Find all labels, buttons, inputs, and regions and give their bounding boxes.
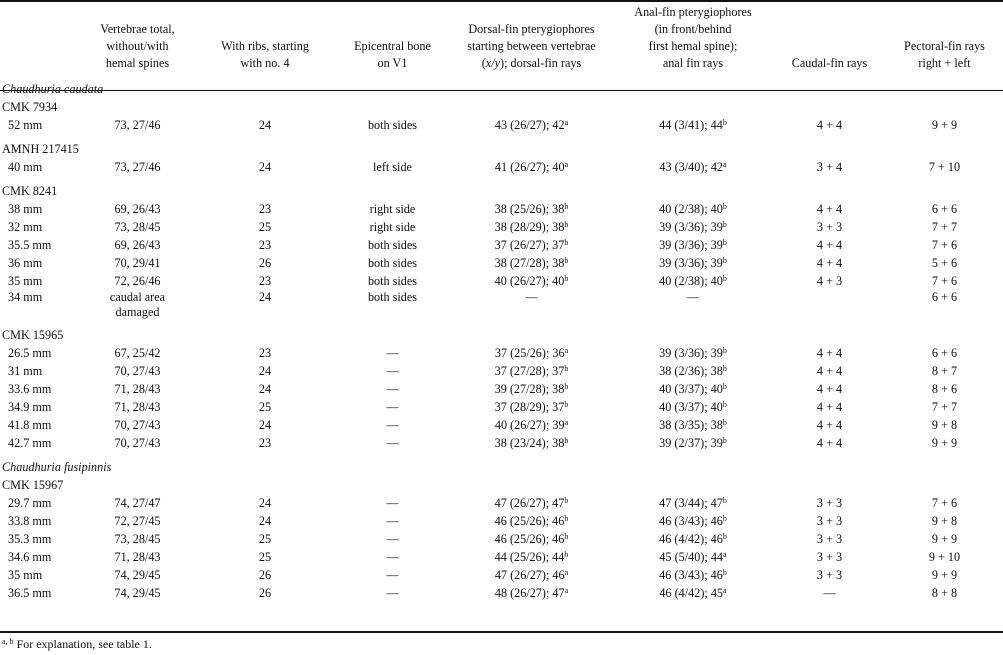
caudal-cell: 3 + 3 <box>816 568 843 582</box>
table-row <box>0 548 1003 566</box>
ribs-cell: 26 <box>258 568 272 582</box>
size-cell: 31 mm <box>8 364 43 378</box>
dorsal-footnote-mark: a <box>564 346 569 355</box>
dorsal-cell: 47 (26/27); 46$^a$ <box>494 568 569 582</box>
table-row <box>0 236 1003 254</box>
pectoral-cell: 6 + 6 <box>931 346 958 360</box>
footnote <box>2 637 152 652</box>
epicentral-cell: — <box>386 532 399 546</box>
ribs-cell: 24 <box>258 364 272 378</box>
vertebrae-cell: 74, 27/47 <box>114 496 161 510</box>
anal-cell: 39 (3/36); 39$^b$ <box>659 238 727 252</box>
pectoral-cell: 9 + 8 <box>931 514 958 528</box>
pectoral-cell: 7 + 6 <box>931 496 958 510</box>
caudal-cell: — <box>823 586 836 600</box>
anal-footnote-mark: b <box>722 514 727 523</box>
pectoral-cell: 5 + 6 <box>931 256 958 270</box>
header-ribs: With ribs, starting with no. 4 <box>221 39 309 70</box>
size-cell: 33.6 mm <box>8 382 52 396</box>
specimen-row <box>0 476 1003 494</box>
species-name: Chaudhuria fusipinnis <box>2 460 112 474</box>
dorsal-cell: 44 (25/26); 44$^b$ <box>494 550 569 564</box>
pectoral-cell: 9 + 9 <box>931 532 958 546</box>
pectoral-cell: 7 + 6 <box>931 238 958 252</box>
dorsal-cell: 48 (26/27); 47$^a$ <box>494 586 569 600</box>
ribs-cell: 24 <box>258 160 272 174</box>
anal-footnote-mark: b <box>722 496 727 505</box>
ribs-cell: 26 <box>258 256 272 270</box>
header-epicentral: Epicentral bone on V1 <box>354 39 431 70</box>
anal-cell: 40 (2/38); 40$^b$ <box>659 274 727 288</box>
dorsal-cell: 40 (26/27); 39$^a$ <box>494 418 569 432</box>
epicentral-cell: — <box>386 550 399 564</box>
header-row <box>0 0 1003 80</box>
dorsal-cell: 38 (28/29); 38$^b$ <box>494 220 569 234</box>
size-cell: 36 mm <box>8 256 43 270</box>
size-cell: 33.8 mm <box>8 514 52 528</box>
table-row <box>0 380 1003 398</box>
size-cell: 42.7 mm <box>8 436 52 450</box>
pectoral-cell: 8 + 8 <box>931 586 958 600</box>
species-name: Chaudhuria caudata <box>2 82 104 96</box>
vertebrae-cell: 70, 27/43 <box>114 364 161 378</box>
anal-footnote-mark: b <box>722 364 727 373</box>
specimen-row <box>0 140 1003 158</box>
anal-footnote-mark: b <box>722 274 727 283</box>
epicentral-cell: — <box>386 400 399 414</box>
table-row <box>0 116 1003 134</box>
size-cell: 36.5 mm <box>8 586 52 600</box>
dorsal-footnote-mark: b <box>564 436 569 445</box>
anal-footnote-mark: b <box>722 568 727 577</box>
dorsal-cell: 37 (26/27); 37$^b$ <box>494 238 569 252</box>
dorsal-footnote-mark: b <box>564 400 569 409</box>
ribs-cell: 23 <box>258 436 272 450</box>
specimen-id: AMNH 217415 <box>2 142 79 156</box>
pectoral-cell: 9 + 8 <box>931 418 958 432</box>
ribs-cell: 24 <box>258 418 272 432</box>
anal-cell: 39 (2/37); 39$^b$ <box>659 436 727 450</box>
anal-footnote-mark: b <box>722 400 727 409</box>
vertebrae-cell: 69, 26/43 <box>114 202 161 216</box>
vertebrae-cell: 70, 27/43 <box>114 418 161 432</box>
ribs-cell: 24 <box>258 118 272 132</box>
dorsal-cell: 37 (28/29); 37$^b$ <box>494 400 569 414</box>
size-cell: 35 mm <box>8 274 43 288</box>
vertebrae-cell: 71, 28/43 <box>114 382 161 396</box>
epicentral-cell: — <box>386 568 399 582</box>
anal-footnote-mark: b <box>722 220 727 229</box>
vertebrae-cell: 74, 29/45 <box>114 568 161 582</box>
epicentral-cell: both sides <box>367 238 418 252</box>
anal-footnote-mark: a <box>723 586 727 595</box>
caudal-cell: 4 + 4 <box>816 382 843 396</box>
size-cell: 34.9 mm <box>8 400 52 414</box>
caudal-cell: 4 + 4 <box>816 364 843 378</box>
dorsal-cell: — <box>525 290 538 304</box>
pectoral-cell: 8 + 6 <box>931 382 958 396</box>
ribs-cell: 23 <box>258 202 272 216</box>
caudal-cell: 4 + 4 <box>816 118 843 132</box>
anal-footnote-mark: b <box>722 532 727 541</box>
table-row <box>0 272 1003 290</box>
anal-footnote-mark: b <box>722 118 727 127</box>
caudal-cell: 4 + 4 <box>816 238 843 252</box>
epicentral-cell: right side <box>369 220 416 234</box>
caudal-cell: 3 + 3 <box>816 496 843 510</box>
dorsal-footnote-mark: b <box>564 364 569 373</box>
anal-cell: 40 (3/37); 40$^b$ <box>659 382 727 396</box>
vertebrae-note: damaged <box>115 305 160 319</box>
caudal-cell: 4 + 4 <box>816 400 843 414</box>
size-cell: 40 mm <box>8 160 43 174</box>
size-cell: 38 mm <box>8 202 43 216</box>
pectoral-cell: 7 + 7 <box>931 220 958 234</box>
table-body <box>0 80 1003 602</box>
header-vertebrae: Vertebrae total, without/with hemal spines <box>100 22 175 70</box>
vertebrae-cell: 70, 27/43 <box>114 436 161 450</box>
anal-cell: 46 (3/43); 46$^b$ <box>659 568 727 582</box>
pectoral-cell: 6 + 6 <box>931 202 958 216</box>
vertebrae-cell: 73, 28/45 <box>114 532 161 546</box>
caudal-cell: 3 + 3 <box>816 532 843 546</box>
pectoral-cell: 8 + 7 <box>931 364 958 378</box>
ribs-cell: 23 <box>258 238 272 252</box>
anal-cell: 45 (5/40); 44$^a$ <box>659 550 727 564</box>
ribs-cell: 25 <box>258 400 272 414</box>
header-pectoral: Pectoral-fin rays right + left <box>904 39 985 70</box>
ribs-cell: 24 <box>258 382 272 396</box>
dorsal-footnote-mark: b <box>564 532 569 541</box>
epicentral-cell: — <box>386 514 399 528</box>
caudal-cell: 3 + 3 <box>816 220 843 234</box>
dorsal-footnote-mark: b <box>564 220 569 229</box>
epicentral-cell: — <box>386 418 399 432</box>
table-row <box>0 530 1003 548</box>
specimen-id: CMK 15967 <box>2 478 64 492</box>
epicentral-cell: — <box>386 346 399 360</box>
epicentral-cell: both sides <box>367 290 418 304</box>
anal-cell: 39 (3/36); 39$^b$ <box>659 256 727 270</box>
vertebrae-cell: 71, 28/43 <box>114 400 161 414</box>
anal-cell: 38 (2/36); 38$^b$ <box>659 364 727 378</box>
pectoral-cell: 7 + 10 <box>928 160 961 174</box>
anal-cell: 38 (3/35); 38$^b$ <box>659 418 727 432</box>
dorsal-footnote-mark: a <box>564 586 569 595</box>
pectoral-cell: 9 + 10 <box>928 550 961 564</box>
dorsal-footnote-mark: b <box>564 238 569 247</box>
dorsal-footnote-mark: b <box>564 202 569 211</box>
dorsal-cell: 43 (26/27); 42$^a$ <box>494 118 569 132</box>
dorsal-footnote-mark: b <box>564 256 569 265</box>
vertebrae-cell: 73, 28/45 <box>114 220 161 234</box>
ribs-cell: 24 <box>258 496 272 510</box>
vertebrae-cell: 72, 27/45 <box>114 514 161 528</box>
table-row <box>0 362 1003 380</box>
anal-footnote-mark: b <box>722 382 727 391</box>
anal-cell: 47 (3/44); 47$^b$ <box>659 496 727 510</box>
table-row <box>0 290 1003 320</box>
header-caudal: Caudal-fin rays <box>791 56 868 70</box>
epicentral-cell: both sides <box>367 274 418 288</box>
table-row <box>0 566 1003 584</box>
species-row <box>0 458 1003 476</box>
table-row <box>0 434 1003 452</box>
anal-footnote-mark: b <box>722 418 727 427</box>
epicentral-cell: — <box>386 436 399 450</box>
anal-footnote-mark: b <box>722 436 727 445</box>
anal-cell: 46 (4/42); 46$^b$ <box>659 532 727 546</box>
anal-cell: 46 (4/42); 45$^a$ <box>659 586 727 600</box>
anal-footnote-mark: b <box>722 238 727 247</box>
specimen-row <box>0 326 1003 344</box>
size-cell: 52 mm <box>8 118 43 132</box>
anal-footnote-mark: a <box>723 160 727 169</box>
dorsal-footnote-mark: a <box>564 418 569 427</box>
caudal-cell: 3 + 3 <box>816 550 843 564</box>
header-blank <box>0 0 80 80</box>
caudal-cell: 4 + 4 <box>816 202 843 216</box>
table-row <box>0 254 1003 272</box>
epicentral-cell: — <box>386 382 399 396</box>
dorsal-cell: 40 (26/27); 40$^b$ <box>494 274 569 288</box>
table-row <box>0 344 1003 362</box>
anal-cell: 40 (3/37); 40$^b$ <box>659 400 727 414</box>
anal-cell: — <box>686 290 700 304</box>
dorsal-cell: 47 (26/27); 47$^b$ <box>494 496 569 510</box>
epicentral-cell: both sides <box>367 256 418 270</box>
vertebrae-cell: 69, 26/43 <box>114 238 161 252</box>
pectoral-cell: 9 + 9 <box>931 568 958 582</box>
dorsal-footnote-mark: a <box>564 160 569 169</box>
dorsal-cell: 39 (27/28); 38$^b$ <box>494 382 569 396</box>
ribs-cell: 23 <box>258 274 272 288</box>
size-cell: 26.5 mm <box>8 346 52 360</box>
dorsal-footnote-mark: b <box>564 514 569 523</box>
specimen-id: CMK 15965 <box>2 328 64 342</box>
vertebrae-cell: 73, 27/46 <box>114 118 161 132</box>
anal-cell: 39 (3/36); 39$^b$ <box>659 346 727 360</box>
pectoral-cell: 9 + 9 <box>931 436 958 450</box>
table-row <box>0 416 1003 434</box>
pectoral-cell: 7 + 7 <box>931 400 958 414</box>
vertebrae-cell: 73, 27/46 <box>114 160 161 174</box>
anal-footnote-mark: a <box>723 550 727 559</box>
vertebrae-cell: 71, 28/43 <box>114 550 161 564</box>
ribs-cell: 24 <box>258 514 272 528</box>
species-row <box>0 80 1003 98</box>
table-row <box>0 512 1003 530</box>
vertebrae-cell: 74, 29/45 <box>114 586 161 600</box>
table-row <box>0 218 1003 236</box>
size-cell: 35 mm <box>8 568 43 582</box>
dorsal-cell: 37 (25/26); 36$^a$ <box>494 346 569 360</box>
epicentral-cell: right side <box>369 202 416 216</box>
caudal-cell: 4 + 4 <box>816 256 843 270</box>
anal-cell: 43 (3/40); 42$^a$ <box>659 160 727 174</box>
dorsal-cell: 38 (27/28); 38$^b$ <box>494 256 569 270</box>
size-cell: 29.7 mm <box>8 496 52 510</box>
caudal-cell: 4 + 4 <box>816 418 843 432</box>
ribs-cell: 25 <box>258 550 272 564</box>
dorsal-cell: 46 (25/26); 46$^b$ <box>494 532 569 546</box>
size-cell: 32 mm <box>8 220 43 234</box>
header-dorsal: Dorsal-fin pterygiophores starting between vertebrae (x/y); dorsal-fin rays <box>467 22 596 70</box>
dorsal-cell: 46 (25/26); 46$^b$ <box>494 514 569 528</box>
table-row <box>0 494 1003 512</box>
bottom-rule <box>0 631 1003 633</box>
anal-cell: 46 (3/43); 46$^b$ <box>659 514 727 528</box>
ribs-cell: 25 <box>258 220 272 234</box>
size-cell: 34.6 mm <box>8 550 52 564</box>
anal-footnote-mark: b <box>722 346 727 355</box>
epicentral-cell: — <box>386 496 399 510</box>
size-cell: 35.5 mm <box>8 238 52 252</box>
caudal-cell: 3 + 3 <box>816 514 843 528</box>
epicentral-cell: — <box>386 586 399 600</box>
caudal-cell: 4 + 3 <box>816 274 843 288</box>
pectoral-cell: 9 + 9 <box>931 118 958 132</box>
specimen-id: CMK 7934 <box>2 100 58 114</box>
pectoral-cell: 6 + 6 <box>931 290 958 304</box>
dorsal-cell: 41 (26/27); 40$^a$ <box>494 160 569 174</box>
dorsal-cell: 38 (23/24); 38$^b$ <box>494 436 569 450</box>
ribs-cell: 24 <box>258 290 272 304</box>
dorsal-cell: 37 (27/28); 37$^b$ <box>494 364 569 378</box>
size-cell: 34 mm <box>8 290 43 304</box>
table-row <box>0 584 1003 602</box>
dorsal-footnote-mark: b <box>564 550 569 559</box>
dorsal-footnote-mark: b <box>564 274 569 283</box>
ribs-cell: 25 <box>258 532 272 546</box>
dorsal-cell: 38 (25/26); 38$^b$ <box>494 202 569 216</box>
caudal-cell: 4 + 4 <box>816 436 843 450</box>
table-row <box>0 398 1003 416</box>
header-anal: Anal-fin pterygiophores (in front/behind first hemal spine); anal fin rays <box>634 5 752 70</box>
anal-footnote-mark: b <box>722 202 727 211</box>
vertebrae-cell: 72, 26/46 <box>114 274 161 288</box>
epicentral-cell: both sides <box>367 118 418 132</box>
dorsal-footnote-mark: b <box>564 496 569 505</box>
size-cell: 41.8 mm <box>8 418 52 432</box>
caudal-cell <box>773 290 886 320</box>
dorsal-footnote-mark: b <box>564 382 569 391</box>
specimen-id: CMK 8241 <box>2 184 58 198</box>
table-row <box>0 200 1003 218</box>
specimen-row <box>0 98 1003 116</box>
dorsal-footnote-mark: a <box>564 568 569 577</box>
caudal-cell: 4 + 4 <box>816 346 843 360</box>
anal-cell: 40 (2/38); 40$^b$ <box>659 202 727 216</box>
anal-footnote-mark: b <box>722 256 727 265</box>
ribs-cell: 26 <box>258 586 272 600</box>
anal-cell: 39 (3/36); 39$^b$ <box>659 220 727 234</box>
specimen-row <box>0 182 1003 200</box>
vertebrae-cell: 67, 25/42 <box>114 346 161 360</box>
footnote-marks: a, b <box>2 637 14 646</box>
table-row <box>0 158 1003 176</box>
vertebrae-cell: 70, 29/41 <box>114 256 161 270</box>
dorsal-footnote-mark: a <box>564 118 569 127</box>
caudal-cell: 3 + 4 <box>816 160 843 174</box>
vertebrae-cell: caudal area damaged <box>109 290 166 319</box>
size-cell: 35.3 mm <box>8 532 52 546</box>
anal-cell: 44 (3/41); 44$^b$ <box>659 118 727 132</box>
pectoral-cell: 7 + 6 <box>931 274 958 288</box>
epicentral-cell: left side <box>373 160 412 174</box>
footnote-text: For explanation, see table 1. <box>13 637 152 651</box>
epicentral-cell: — <box>386 364 399 378</box>
ribs-cell: 23 <box>258 346 272 360</box>
